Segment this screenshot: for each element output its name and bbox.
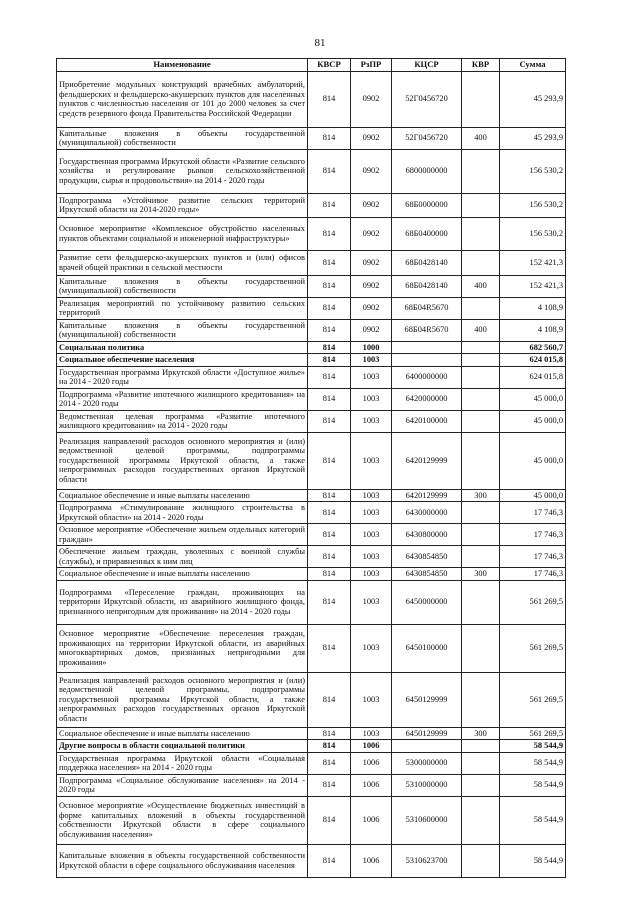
row-kvr [462, 844, 500, 877]
row-kvr [462, 71, 500, 127]
row-kcsr: 6400000000 [392, 366, 462, 388]
row-kvr: 300 [462, 568, 500, 580]
row-kvsr: 814 [308, 217, 351, 250]
row-rzpr: 1003 [351, 388, 392, 410]
row-name: Капитальные вложения в объекты государственной (муниципальной) собственности [57, 319, 308, 341]
row-rzpr: 0902 [351, 297, 392, 319]
row-rzpr: 1003 [351, 524, 392, 546]
row-rzpr: 0902 [351, 275, 392, 297]
row-kcsr: 6420100000 [392, 410, 462, 432]
row-sum: 17 746,3 [500, 546, 566, 568]
row-kvr [462, 774, 500, 796]
row-kcsr: 6800000000 [392, 149, 462, 193]
row-kvsr: 814 [308, 546, 351, 568]
row-rzpr: 1003 [351, 489, 392, 501]
row-name: Приобретение модульных конструкций врачебных амбулаторий, фельдшерских и фельдшерско-акушерских пунктов для населенных пунктов с численностью населения от 101 до 2000 человек за счет средств резервного фонда Правительства Российской Федерации [57, 71, 308, 127]
row-name: Государственная программа Иркутской области «Социальная поддержка населения» на 2014 - 2020 годы [57, 752, 308, 774]
table-body [57, 71, 566, 877]
row-kvsr: 814 [308, 502, 351, 524]
row-sum: 45 293,9 [500, 71, 566, 127]
row-kcsr: 68Б0000000 [392, 193, 462, 217]
row-kcsr: 6450129999 [392, 727, 462, 739]
row-rzpr: 1003 [351, 366, 392, 388]
row-kvsr: 814 [308, 489, 351, 501]
row-kvsr: 814 [308, 354, 351, 366]
row-kcsr: 5310600000 [392, 796, 462, 844]
row-name: Подпрограмма «Стимулирование жилищного строительства в Иркутской области» на 2014 - 2020 годы [57, 502, 308, 524]
row-kvr [462, 580, 500, 624]
row-sum: 156 530,2 [500, 193, 566, 217]
row-sum: 152 421,3 [500, 275, 566, 297]
row-rzpr: 1003 [351, 432, 392, 489]
row-sum: 45 293,9 [500, 127, 566, 149]
row-kvr [462, 388, 500, 410]
row-kvsr: 814 [308, 624, 351, 672]
header-kvr: КВР [462, 59, 500, 72]
row-kvr [462, 354, 500, 366]
row-kvr [462, 796, 500, 844]
row-sum: 156 530,2 [500, 149, 566, 193]
table-row [57, 796, 566, 844]
row-kvr [462, 297, 500, 319]
row-kvsr: 814 [308, 341, 351, 353]
row-name: Социальное обеспечение и иные выплаты населению [57, 727, 308, 739]
row-sum: 561 269,5 [500, 727, 566, 739]
row-kvr [462, 524, 500, 546]
row-kvsr: 814 [308, 568, 351, 580]
table-row [57, 624, 566, 672]
table-row [57, 489, 566, 501]
row-name: Основное мероприятие «Обеспечение жильем отдельных категорий граждан» [57, 524, 308, 546]
row-kvr [462, 410, 500, 432]
row-kcsr: 5310000000 [392, 774, 462, 796]
row-kcsr: 6430854850 [392, 568, 462, 580]
table-row [57, 568, 566, 580]
row-sum: 45 000,0 [500, 432, 566, 489]
row-sum: 561 269,5 [500, 580, 566, 624]
row-kcsr: 68Б04R5670 [392, 297, 462, 319]
row-name: Реализация направлений расходов основного мероприятия и (или) ведомственной целевой программы, подпрограммы государственной программы Иркутской области, а также непрограммных расходов государственных органов Иркутской области [57, 432, 308, 489]
row-rzpr: 1003 [351, 672, 392, 727]
row-name: Подпрограмма «Переселение граждан, проживающих на территории Иркутской области, из аварийного жилищного фонда, признанного непригодным для проживания» на 2014 - 2020 годы [57, 580, 308, 624]
table-row [57, 580, 566, 624]
row-rzpr: 1003 [351, 546, 392, 568]
row-rzpr: 0902 [351, 149, 392, 193]
table-row [57, 388, 566, 410]
row-sum: 17 746,3 [500, 502, 566, 524]
row-name: Капитальные вложения в объекты государственной (муниципальной) собственности [57, 127, 308, 149]
row-kvsr: 814 [308, 580, 351, 624]
row-kcsr: 6430000000 [392, 502, 462, 524]
row-rzpr: 0902 [351, 127, 392, 149]
row-rzpr: 1006 [351, 740, 392, 752]
table-row [57, 752, 566, 774]
row-name: Государственная программа Иркутской области «Развитие сельского хозяйства и регулирование рынков сельскохозяйственной продукции, сырья и продовольствия» на 2014 - 2020 годы [57, 149, 308, 193]
row-rzpr: 1006 [351, 844, 392, 877]
row-kvr [462, 672, 500, 727]
row-kvsr: 814 [308, 149, 351, 193]
table-row [57, 275, 566, 297]
table-row [57, 502, 566, 524]
row-kvsr: 814 [308, 297, 351, 319]
row-kvsr: 814 [308, 127, 351, 149]
row-rzpr: 0902 [351, 319, 392, 341]
row-kvsr: 814 [308, 410, 351, 432]
row-kvr [462, 502, 500, 524]
row-kcsr [392, 341, 462, 353]
row-kvr [462, 624, 500, 672]
header-kcsr: КЦСР [392, 59, 462, 72]
row-kcsr: 5310623700 [392, 844, 462, 877]
row-kcsr: 68Б04R5670 [392, 319, 462, 341]
table-row [57, 844, 566, 877]
row-kvr: 400 [462, 127, 500, 149]
row-sum: 45 000,0 [500, 388, 566, 410]
row-kcsr: 6450129999 [392, 672, 462, 727]
row-rzpr: 1003 [351, 354, 392, 366]
row-sum: 561 269,5 [500, 672, 566, 727]
header-name: Наименование [57, 59, 308, 72]
table-row [57, 354, 566, 366]
row-rzpr: 1006 [351, 796, 392, 844]
row-kvsr: 814 [308, 388, 351, 410]
row-kvsr: 814 [308, 796, 351, 844]
row-sum: 624 015,8 [500, 354, 566, 366]
row-kcsr: 68Б0428140 [392, 250, 462, 275]
table-row [57, 774, 566, 796]
row-kvr: 300 [462, 489, 500, 501]
row-name: Подпрограмма «Устойчивое развитие сельских территорий Иркутской области на 2014-2020 годы» [57, 193, 308, 217]
row-rzpr: 1003 [351, 624, 392, 672]
row-rzpr: 1003 [351, 727, 392, 739]
row-sum: 624 015,8 [500, 366, 566, 388]
row-name: Социальное обеспечение и иные выплаты населению [57, 568, 308, 580]
row-rzpr: 1000 [351, 341, 392, 353]
row-kcsr: 6420129999 [392, 432, 462, 489]
row-name: Ведомственная целевая программа «Развитие ипотечного жилищного кредитования» на 2014 - 2020 годы [57, 410, 308, 432]
row-name: Развитие сети фельдшерско-акушерских пунктов и (или) офисов врачей общей практики в сельской местности [57, 250, 308, 275]
row-kcsr: 6450100000 [392, 624, 462, 672]
table-row [57, 217, 566, 250]
row-rzpr: 1003 [351, 410, 392, 432]
header-kvsr: КВСР [308, 59, 351, 72]
row-name: Подпрограмма «Развитие ипотечного жилищного кредитования» на 2014 - 2020 годы [57, 388, 308, 410]
table-row [57, 366, 566, 388]
row-sum: 156 530,2 [500, 217, 566, 250]
row-sum: 58 544,9 [500, 774, 566, 796]
row-kvsr: 814 [308, 366, 351, 388]
row-kcsr: 6430800000 [392, 524, 462, 546]
row-rzpr: 0902 [351, 217, 392, 250]
table-row [57, 193, 566, 217]
row-kvr [462, 149, 500, 193]
row-kvsr: 814 [308, 193, 351, 217]
row-name: Реализация мероприятий по устойчивому развитию сельских территорий [57, 297, 308, 319]
row-sum: 17 746,3 [500, 568, 566, 580]
row-name: Основное мероприятие «Комплексное обустройство населенных пунктов объектами социальной и инженерной инфраструктуры» [57, 217, 308, 250]
row-sum: 58 544,9 [500, 844, 566, 877]
row-sum: 58 544,9 [500, 740, 566, 752]
row-name: Капитальные вложения в объекты государственной (муниципальной) собственности [57, 275, 308, 297]
row-rzpr: 1003 [351, 568, 392, 580]
row-name: Основное мероприятие «Осуществление бюджетных инвестиций в форме капитальных вложений в объекты государственной собственности Иркутской области в сфере социального обслуживания населения» [57, 796, 308, 844]
row-kvr: 400 [462, 275, 500, 297]
table-header-row [57, 59, 566, 72]
row-kvr [462, 752, 500, 774]
row-rzpr: 1006 [351, 752, 392, 774]
row-kvr [462, 546, 500, 568]
row-kvsr: 814 [308, 319, 351, 341]
row-kvr: 400 [462, 319, 500, 341]
row-sum: 4 108,9 [500, 319, 566, 341]
row-rzpr: 0902 [351, 193, 392, 217]
table-row [57, 319, 566, 341]
row-kvsr: 814 [308, 844, 351, 877]
row-name: Основное мероприятие «Обеспечение переселения граждан, проживающих на территории Иркутской области, из аварийных многоквартирных домов, признанных непригодными для проживания» [57, 624, 308, 672]
row-kvsr: 814 [308, 432, 351, 489]
row-kcsr [392, 354, 462, 366]
row-sum: 58 544,9 [500, 796, 566, 844]
row-kcsr: 68Б0428140 [392, 275, 462, 297]
row-sum: 152 421,3 [500, 250, 566, 275]
header-sum: Сумма [500, 59, 566, 72]
row-kvr: 300 [462, 727, 500, 739]
row-name: Обеспечение жильем граждан, уволенных с военной службы (службы), и приравненных к ним лиц [57, 546, 308, 568]
table-row [57, 546, 566, 568]
row-name: Другие вопросы в области социальной политики [57, 740, 308, 752]
page-number: 81 [314, 37, 326, 49]
table-row [57, 740, 566, 752]
budget-table [56, 58, 566, 878]
table-row [57, 432, 566, 489]
table-row [57, 524, 566, 546]
table-row [57, 149, 566, 193]
row-kcsr: 6420000000 [392, 388, 462, 410]
row-name: Социальная политика [57, 341, 308, 353]
row-name: Реализация направлений расходов основного мероприятия и (или) ведомственной целевой программы, подпрограммы государственной программы Иркутской области, а также непрограммных расходов государственных органов Иркутской области [57, 672, 308, 727]
row-kvr [462, 341, 500, 353]
row-kvr [462, 366, 500, 388]
row-sum: 561 269,5 [500, 624, 566, 672]
row-kcsr [392, 740, 462, 752]
row-name: Капитальные вложения в объекты государственной собственности Иркутской области в сфере социального обслуживания населения [57, 844, 308, 877]
table-row [57, 727, 566, 739]
table-row [57, 297, 566, 319]
table-row [57, 71, 566, 127]
row-rzpr: 1003 [351, 580, 392, 624]
row-kvsr: 814 [308, 774, 351, 796]
table-row [57, 250, 566, 275]
row-kvsr: 814 [308, 752, 351, 774]
row-name: Социальное обеспечение и иные выплаты населению [57, 489, 308, 501]
row-kvsr: 814 [308, 727, 351, 739]
row-name: Социальное обеспечение населения [57, 354, 308, 366]
row-sum: 45 000,0 [500, 489, 566, 501]
row-sum: 682 560,7 [500, 341, 566, 353]
row-kvr [462, 740, 500, 752]
row-kvsr: 814 [308, 524, 351, 546]
row-kvsr: 814 [308, 740, 351, 752]
row-kcsr: 52Г0456720 [392, 127, 462, 149]
row-name: Государственная программа Иркутской области «Доступное жилье» на 2014 - 2020 годы [57, 366, 308, 388]
row-kcsr: 68Б0400000 [392, 217, 462, 250]
row-kcsr: 52Г0456720 [392, 71, 462, 127]
row-name: Подпрограмма «Социальное обслуживание населения» на 2014 - 2020 годы [57, 774, 308, 796]
row-kvsr: 814 [308, 672, 351, 727]
row-rzpr: 0902 [351, 71, 392, 127]
row-kcsr: 5300000000 [392, 752, 462, 774]
row-kvr [462, 250, 500, 275]
row-kvsr: 814 [308, 71, 351, 127]
header-rzpr: РзПР [351, 59, 392, 72]
table-row [57, 127, 566, 149]
row-rzpr: 1003 [351, 502, 392, 524]
table-row [57, 341, 566, 353]
row-sum: 17 746,3 [500, 524, 566, 546]
row-sum: 45 000,0 [500, 410, 566, 432]
row-kvsr: 814 [308, 275, 351, 297]
row-kvsr: 814 [308, 250, 351, 275]
row-kcsr: 6430854850 [392, 546, 462, 568]
table-row [57, 672, 566, 727]
row-sum: 58 544,9 [500, 752, 566, 774]
row-kcsr: 6420129999 [392, 489, 462, 501]
row-kvr [462, 193, 500, 217]
row-rzpr: 1006 [351, 774, 392, 796]
row-kcsr: 6450000000 [392, 580, 462, 624]
row-rzpr: 0902 [351, 250, 392, 275]
table-row [57, 410, 566, 432]
row-kvr [462, 432, 500, 489]
row-kvr [462, 217, 500, 250]
row-sum: 4 108,9 [500, 297, 566, 319]
